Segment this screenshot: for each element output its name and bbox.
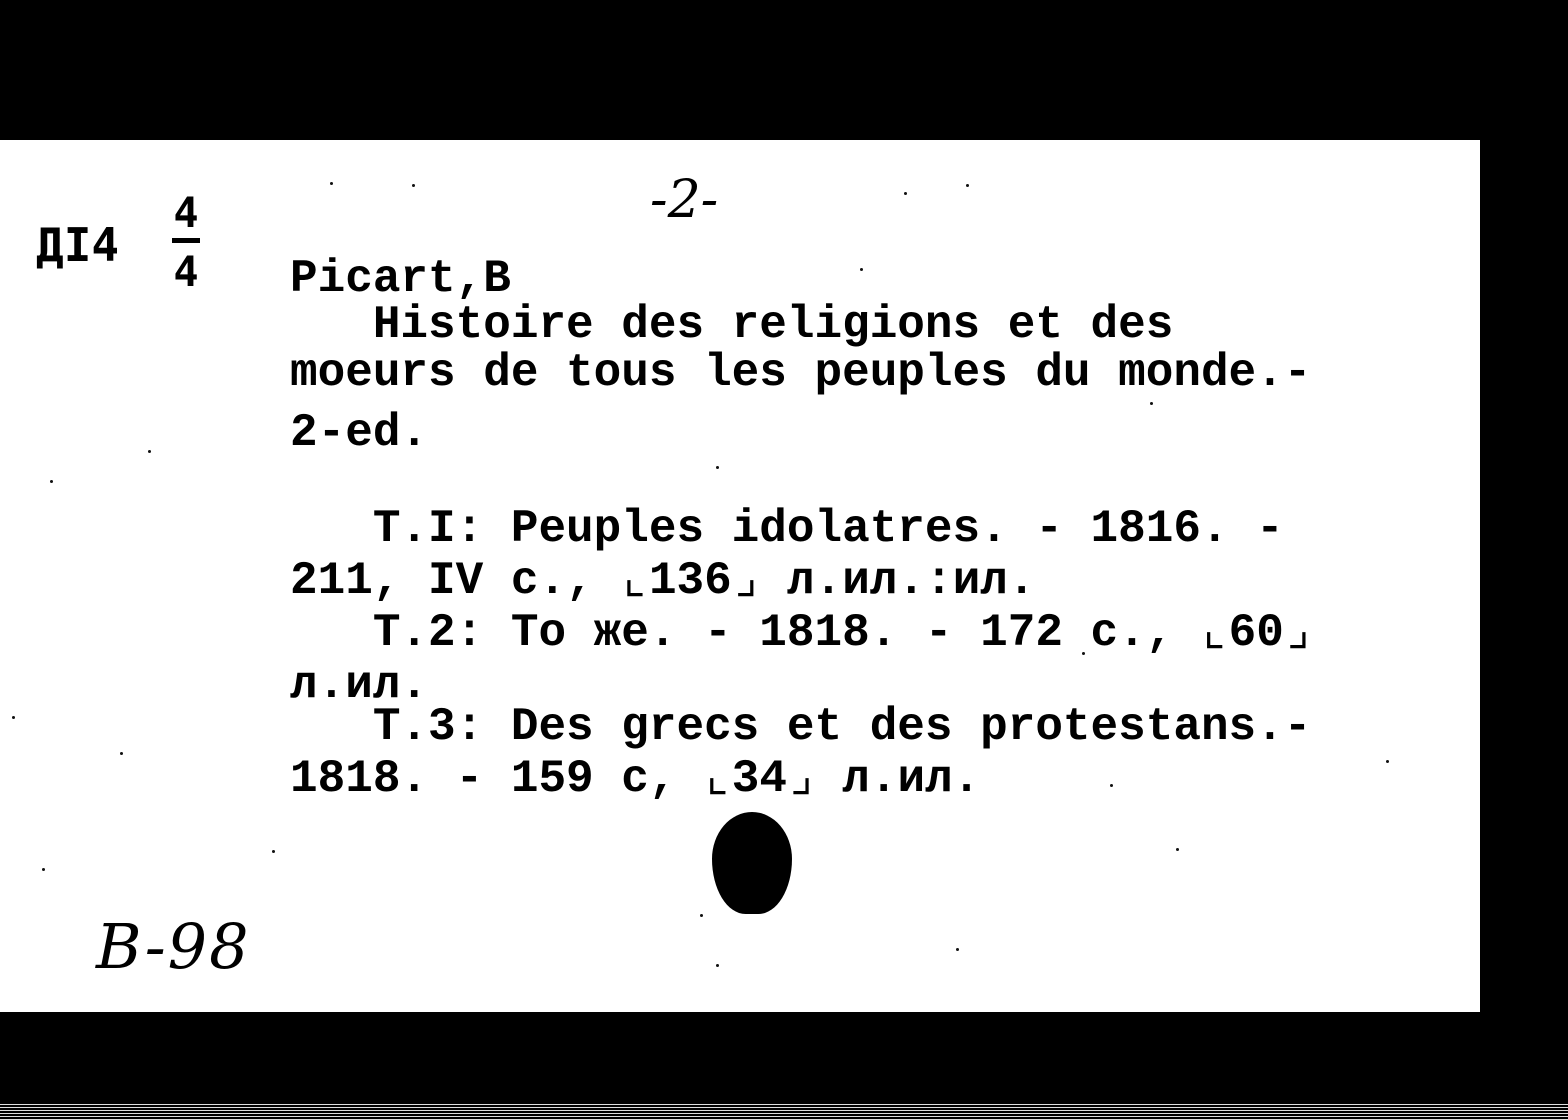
speck <box>120 752 123 755</box>
fraction-bar <box>172 238 200 243</box>
inventory-number: B-98 <box>96 910 251 983</box>
volume-1-line-2: 211, IV c., ⌞136⌟ л.ил.:ил. <box>290 555 1036 607</box>
call-number: ДI4 <box>36 218 120 272</box>
title-line-1: Histoire des religions et des <box>290 299 1174 351</box>
catalog-card <box>0 140 1480 1012</box>
speck <box>1110 784 1113 787</box>
speck <box>330 182 333 185</box>
edition-line: 2-ed. <box>290 407 429 459</box>
speck <box>272 850 275 853</box>
volume-3-line-2: 1818. - 159 c, ⌞34⌟ л.ил. <box>290 753 981 805</box>
speck <box>1150 402 1153 405</box>
speck <box>966 184 969 187</box>
speck <box>1176 848 1179 851</box>
speck <box>716 964 719 967</box>
speck <box>860 268 863 271</box>
punch-hole <box>712 812 792 914</box>
fraction-numerator: 4 <box>173 188 199 237</box>
speck <box>148 450 151 453</box>
volume-1-line-1: T.I: Peuples idolatres. - 1816. - <box>290 503 1284 555</box>
volume-2-line-1: T.2: To же. - 1818. - 172 c., ⌞60⌟ <box>290 607 1312 659</box>
scan-edge <box>0 1104 1568 1120</box>
speck <box>956 948 959 951</box>
volume-3-line-1: T.3: Des grecs et des protestans.- <box>290 701 1312 753</box>
speck <box>904 192 907 195</box>
shelf-fraction <box>166 188 206 296</box>
speck <box>1386 760 1389 763</box>
speck <box>700 914 703 917</box>
title-line-2: moeurs de tous les peuples du monde.- <box>290 347 1312 399</box>
speck <box>12 716 15 719</box>
fraction-denominator: 4 <box>173 247 199 296</box>
speck <box>50 480 53 483</box>
speck <box>412 184 415 187</box>
speck <box>42 868 45 871</box>
author-line: Picart,B <box>290 253 511 305</box>
handwritten-page-number: -2- <box>650 170 719 230</box>
volume-2-line-2: л.ил. <box>290 659 429 711</box>
speck <box>716 466 719 469</box>
